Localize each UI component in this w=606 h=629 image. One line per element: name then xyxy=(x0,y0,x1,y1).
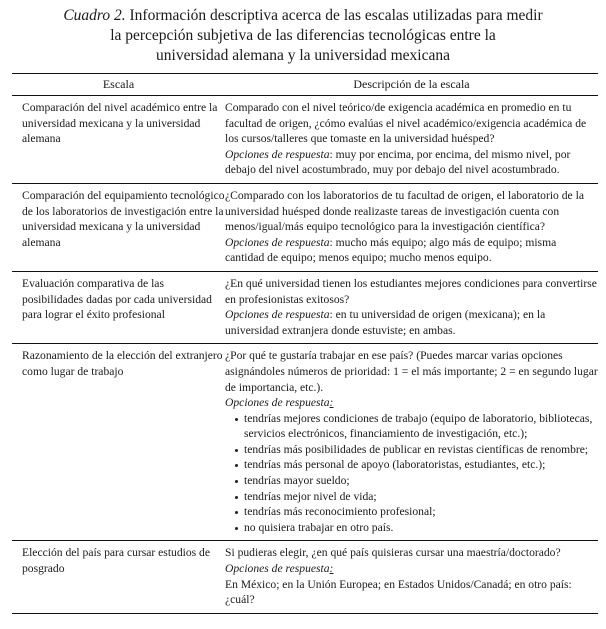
options-label: Opciones de respuesta xyxy=(225,235,330,249)
table-row xyxy=(12,541,598,613)
caption-label: Cuadro 2. xyxy=(63,7,126,24)
question-text: ¿Por qué te gustaría trabajar en ese país? (Puedes marcar varias opciones asignándoles números de prioridad: 1 = el más importante; 2 = en segundo lugar de importancia, etc.). xyxy=(225,349,598,394)
question-text: ¿En qué universidad tienen los estudiantes mejores condiciones para convertirse en profesionistas exitosos? xyxy=(225,276,597,306)
table-caption xyxy=(0,6,606,66)
list-item: tendrías mejor nivel de vida; xyxy=(235,489,598,505)
options-text: Opciones de respuesta: en tu universidad de origen (mexicana); en la universidad extranjera donde estuviste; en ambas. xyxy=(225,308,546,337)
list-item: tendrías más personal de apoyo (laboratoristas, estudiantes, etc.); xyxy=(235,457,598,473)
table-row xyxy=(12,96,598,184)
scales-table xyxy=(12,73,598,614)
table-row xyxy=(12,344,598,541)
escala-cell: Evaluación comparativa de las posibilidades dadas por cada universidad para lograr el éxito profesional xyxy=(12,271,225,343)
question-text: Si pudieras elegir, ¿en qué país quisieras cursar una maestría/doctorado? xyxy=(225,546,561,560)
list-item: tendrías más reconocimiento profesional; xyxy=(235,504,598,520)
description-cell xyxy=(225,271,598,343)
table-row xyxy=(12,271,598,343)
escala-cell: Comparación del equipamiento tecnológico de los laboratorios de investigación entre la universidad mexicana y la universidad alemana xyxy=(12,183,225,271)
list-item: no quisiera trabajar en otro país. xyxy=(235,520,598,536)
header-escala: Escala xyxy=(12,74,225,96)
question-text: Comparado con el nivel teórico/de exigencia académica en promedio en tu facultad de origen, ¿cómo evalúas el nivel académico/exigencia académica de los cursos/talleres que tomaste en la universidad huésped? xyxy=(225,101,587,146)
options-text: Opciones de respuesta: xyxy=(225,396,334,410)
caption-text-3: universidad alemana y la universidad mexicana xyxy=(156,47,450,64)
options-text: Opciones de respuesta: xyxy=(225,562,334,576)
list-item: tendrías mejores condiciones de trabajo (equipo de laboratorio, bibliotecas, servicios electrónicos, financiamiento de investigación, etc.); xyxy=(235,411,598,442)
options-label: Opciones de respuesta xyxy=(225,396,330,410)
options-text: Opciones de respuesta: muy por encima, por encima, del mismo nivel, por debajo del nivel acostumbrado, muy por debajo del nivel acostumbrado. xyxy=(225,147,571,177)
caption-text-2: la percepción subjetiva de las diferencias tecnológicas entre la xyxy=(110,27,496,44)
escala-cell: Comparación del nivel académico entre la universidad mexicana y la universidad alemana xyxy=(12,96,225,184)
header-descripcion: Descripción de la escala xyxy=(225,74,598,96)
table-row xyxy=(12,183,598,271)
description-cell xyxy=(225,183,598,271)
options-label: Opciones de respuesta xyxy=(225,308,330,322)
options-text: Opciones de respuesta: mucho más equipo; algo más de equipo; misma cantidad de equipo; menos equipo; mucho menos equipo. xyxy=(225,235,557,265)
options-list xyxy=(225,411,598,536)
list-item: tendrías mayor sueldo; xyxy=(235,473,598,489)
options-label: Opciones de respuesta xyxy=(225,147,330,161)
caption-text-1: Información descriptiva acerca de las escalas utilizadas para medir xyxy=(129,7,543,24)
answer-text: En México; en la Unión Europea; en Estados Unidos/Canadá; en otro país: ¿cuál? xyxy=(225,577,572,607)
description-cell xyxy=(225,344,598,541)
escala-cell: Elección del país para cursar estudios de posgrado xyxy=(12,541,225,613)
options-label: Opciones de respuesta xyxy=(225,562,330,576)
description-cell xyxy=(225,541,598,613)
description-cell xyxy=(225,96,598,184)
header-row xyxy=(12,74,598,96)
escala-cell: Razonamiento de la elección del extranjero como lugar de trabajo xyxy=(12,344,225,541)
list-item: tendrías más posibilidades de publicar en revistas científicas de renombre; xyxy=(235,442,598,458)
question-text: ¿Comparado con los laboratorios de tu facultad de origen, el laboratorio de la universidad huésped donde realizaste tareas de investigación cuenta con menos/igual/más equipo tecnológico para la investigación científica? xyxy=(225,188,584,234)
